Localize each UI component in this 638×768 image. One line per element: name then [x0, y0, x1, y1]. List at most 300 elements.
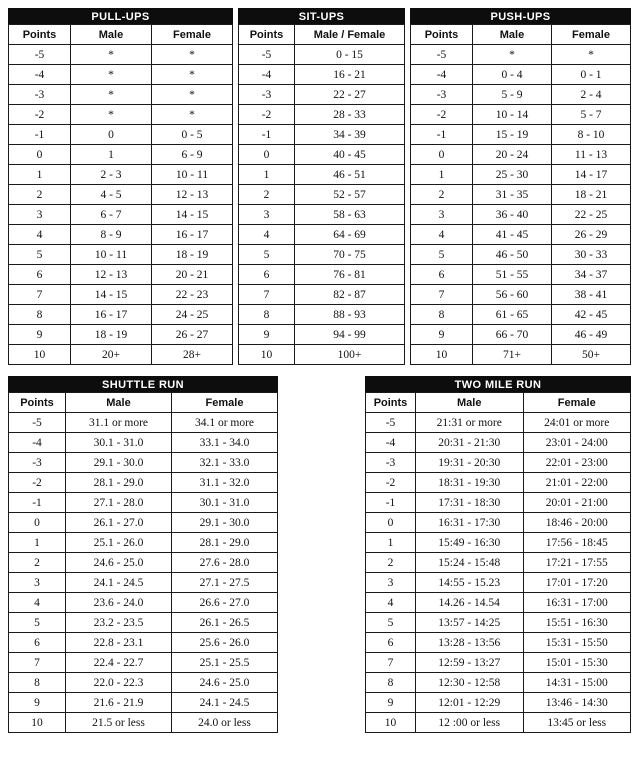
- table-row: [9, 513, 278, 533]
- table-cell: 21:31 or more: [416, 413, 524, 433]
- data-grid: [365, 392, 631, 733]
- table-cell: 9: [9, 325, 71, 345]
- table-row: [9, 673, 278, 693]
- table-cell: *: [473, 45, 552, 65]
- table-cell: 23:01 - 24:00: [523, 433, 631, 453]
- table-cell: 17:01 - 17:20: [523, 573, 631, 593]
- table-cell: 20:01 - 21:00: [523, 493, 631, 513]
- table-row: [239, 305, 405, 325]
- table-cell: 24.0 or less: [172, 713, 278, 733]
- header-row: [366, 393, 631, 413]
- table-cell: 8: [366, 673, 416, 693]
- table-row: [366, 553, 631, 573]
- table-cell: 5 - 7: [552, 105, 631, 125]
- table-cell: -2: [239, 105, 295, 125]
- table-row: [9, 433, 278, 453]
- table-title: PULL-UPS: [8, 8, 233, 24]
- table-cell: 4: [239, 225, 295, 245]
- table-cell: 4 - 5: [71, 185, 152, 205]
- table-row: [366, 633, 631, 653]
- table-cell: 13:28 - 13:56: [416, 633, 524, 653]
- table-cell: 20+: [71, 345, 152, 365]
- table-cell: 58 - 63: [295, 205, 405, 225]
- table-cell: 46 - 50: [473, 245, 552, 265]
- table-row: [411, 185, 631, 205]
- table-row: [366, 413, 631, 433]
- column-header: Points: [366, 393, 416, 413]
- table-cell: 14.26 - 14.54: [416, 593, 524, 613]
- table-cell: 8 - 10: [552, 125, 631, 145]
- table-cell: 100+: [295, 345, 405, 365]
- table-cell: 0 - 1: [552, 65, 631, 85]
- table-cell: -4: [9, 65, 71, 85]
- table-row: [9, 633, 278, 653]
- table-row: [9, 473, 278, 493]
- table-cell: 11 - 13: [552, 145, 631, 165]
- table-row: [411, 245, 631, 265]
- table-cell: 51 - 55: [473, 265, 552, 285]
- table-cell: 5: [239, 245, 295, 265]
- table-cell: 4: [411, 225, 473, 245]
- table-row: [411, 65, 631, 85]
- table-cell: 41 - 45: [473, 225, 552, 245]
- table-row: [9, 245, 233, 265]
- table-cell: 0: [411, 145, 473, 165]
- table-row: [9, 453, 278, 473]
- table-row: [239, 225, 405, 245]
- table-cell: 2: [239, 185, 295, 205]
- table-cell: 0: [9, 145, 71, 165]
- table-cell: 3: [9, 205, 71, 225]
- table-row: [366, 513, 631, 533]
- table-cell: 0: [366, 513, 416, 533]
- table-cell: 5 - 9: [473, 85, 552, 105]
- table-row: [9, 345, 233, 365]
- table-cell: 12 :00 or less: [416, 713, 524, 733]
- table-row: [9, 533, 278, 553]
- table-cell: 66 - 70: [473, 325, 552, 345]
- table-cell: 14 - 15: [71, 285, 152, 305]
- table-cell: 24 - 25: [152, 305, 233, 325]
- table-cell: -1: [9, 125, 71, 145]
- table-cell: 16:31 - 17:00: [523, 593, 631, 613]
- table-cell: *: [152, 45, 233, 65]
- column-header: Male: [71, 25, 152, 45]
- table-cell: 1: [9, 533, 66, 553]
- table-title: SHUTTLE RUN: [8, 376, 278, 392]
- table-row: [9, 653, 278, 673]
- table-cell: 46 - 51: [295, 165, 405, 185]
- table-row: [366, 493, 631, 513]
- table-cell: 31 - 35: [473, 185, 552, 205]
- table-cell: 28.1 - 29.0: [66, 473, 172, 493]
- table-row: [411, 285, 631, 305]
- table-cell: 34 - 37: [552, 265, 631, 285]
- table-cell: -3: [239, 85, 295, 105]
- table-cell: 21.6 - 21.9: [66, 693, 172, 713]
- bottom-tables-row: [8, 376, 631, 733]
- table-cell: 88 - 93: [295, 305, 405, 325]
- table-cell: -5: [239, 45, 295, 65]
- table-title: TWO MILE RUN: [365, 376, 631, 392]
- table-cell: 1: [411, 165, 473, 185]
- table-cell: 64 - 69: [295, 225, 405, 245]
- table-row: [411, 125, 631, 145]
- table-cell: 6 - 9: [152, 145, 233, 165]
- table-cell: *: [71, 85, 152, 105]
- table-cell: 4: [9, 225, 71, 245]
- table-row: [411, 85, 631, 105]
- table-cell: 24.1 - 24.5: [172, 693, 278, 713]
- table-row: [239, 265, 405, 285]
- header-row: [239, 25, 405, 45]
- table-row: [411, 45, 631, 65]
- table-cell: 0: [71, 125, 152, 145]
- table-cell: *: [152, 105, 233, 125]
- table-row: [366, 453, 631, 473]
- table-cell: 2: [9, 185, 71, 205]
- table-cell: 2 - 3: [71, 165, 152, 185]
- table-row: [9, 305, 233, 325]
- table-cell: 19:31 - 20:30: [416, 453, 524, 473]
- table-cell: 2 - 4: [552, 85, 631, 105]
- table-cell: 31.1 - 32.0: [172, 473, 278, 493]
- table-row: [239, 65, 405, 85]
- table-row: [9, 125, 233, 145]
- table-cell: 12:01 - 12:29: [416, 693, 524, 713]
- table-cell: 14:55 - 15.23: [416, 573, 524, 593]
- table-title: SIT-UPS: [238, 8, 405, 24]
- column-header: Male / Female: [295, 25, 405, 45]
- table-cell: 7: [411, 285, 473, 305]
- table-cell: 12:59 - 13:27: [416, 653, 524, 673]
- table-cell: -5: [9, 45, 71, 65]
- table-cell: 30.1 - 31.0: [66, 433, 172, 453]
- table-row: [366, 693, 631, 713]
- table-row: [9, 105, 233, 125]
- table-cell: 2: [9, 553, 66, 573]
- table-cell: 22.4 - 22.7: [66, 653, 172, 673]
- table-cell: 22 - 23: [152, 285, 233, 305]
- table-cell: 20 - 21: [152, 265, 233, 285]
- table-cell: *: [552, 45, 631, 65]
- table-cell: 24.6 - 25.0: [66, 553, 172, 573]
- table-row: [239, 85, 405, 105]
- table-cell: -4: [9, 433, 66, 453]
- table-cell: 76 - 81: [295, 265, 405, 285]
- table-cell: 22:01 - 23:00: [523, 453, 631, 473]
- table-cell: -2: [9, 105, 71, 125]
- column-header: Female: [152, 25, 233, 45]
- table-cell: *: [152, 65, 233, 85]
- table-row: [366, 673, 631, 693]
- table-cell: 29.1 - 30.0: [66, 453, 172, 473]
- table-row: [9, 713, 278, 733]
- table-cell: 42 - 45: [552, 305, 631, 325]
- column-header: Female: [172, 393, 278, 413]
- table-cell: 25 - 30: [473, 165, 552, 185]
- column-header: Female: [552, 25, 631, 45]
- table-cell: 26.1 - 26.5: [172, 613, 278, 633]
- table-cell: 13:45 or less: [523, 713, 631, 733]
- table-cell: 6: [366, 633, 416, 653]
- table-row: [9, 65, 233, 85]
- table-cell: 56 - 60: [473, 285, 552, 305]
- table-cell: 5: [411, 245, 473, 265]
- shuttle-run-table: [8, 376, 278, 733]
- column-header: Female: [523, 393, 631, 413]
- table-cell: 26.1 - 27.0: [66, 513, 172, 533]
- table-row: [366, 573, 631, 593]
- table-cell: 70 - 75: [295, 245, 405, 265]
- table-row: [9, 553, 278, 573]
- table-row: [411, 345, 631, 365]
- table-row: [9, 185, 233, 205]
- table-cell: 6: [239, 265, 295, 285]
- push-ups-table: [410, 8, 631, 365]
- table-cell: -5: [9, 413, 66, 433]
- table-cell: 23.2 - 23.5: [66, 613, 172, 633]
- table-row: [239, 325, 405, 345]
- table-cell: 6: [411, 265, 473, 285]
- table-row: [366, 593, 631, 613]
- table-cell: 28.1 - 29.0: [172, 533, 278, 553]
- table-cell: 10 - 11: [152, 165, 233, 185]
- table-cell: 10: [366, 713, 416, 733]
- table-cell: -2: [366, 473, 416, 493]
- table-cell: 18:46 - 20:00: [523, 513, 631, 533]
- table-cell: 25.1 - 25.5: [172, 653, 278, 673]
- table-cell: 16:31 - 17:30: [416, 513, 524, 533]
- data-grid: [410, 24, 631, 365]
- table-cell: 0: [239, 145, 295, 165]
- table-row: [239, 345, 405, 365]
- table-row: [9, 593, 278, 613]
- table-cell: 26 - 29: [552, 225, 631, 245]
- table-cell: 22 - 27: [295, 85, 405, 105]
- table-cell: 9: [411, 325, 473, 345]
- top-tables-row: [8, 8, 631, 365]
- table-cell: -5: [366, 413, 416, 433]
- table-row: [366, 653, 631, 673]
- table-cell: 18:31 - 19:30: [416, 473, 524, 493]
- table-row: [9, 573, 278, 593]
- table-cell: 30.1 - 31.0: [172, 493, 278, 513]
- table-row: [9, 493, 278, 513]
- table-cell: -1: [411, 125, 473, 145]
- table-row: [9, 285, 233, 305]
- table-cell: 14 - 17: [552, 165, 631, 185]
- table-cell: *: [71, 105, 152, 125]
- table-cell: 3: [239, 205, 295, 225]
- table-cell: 46 - 49: [552, 325, 631, 345]
- table-cell: 20 - 24: [473, 145, 552, 165]
- table-cell: 6: [9, 265, 71, 285]
- table-row: [239, 125, 405, 145]
- table-cell: 8 - 9: [71, 225, 152, 245]
- table-cell: 36 - 40: [473, 205, 552, 225]
- table-cell: 24:01 or more: [523, 413, 631, 433]
- table-cell: 0: [9, 513, 66, 533]
- table-row: [411, 145, 631, 165]
- table-cell: 82 - 87: [295, 285, 405, 305]
- table-cell: 5: [366, 613, 416, 633]
- table-row: [9, 85, 233, 105]
- table-cell: -2: [411, 105, 473, 125]
- data-grid: [8, 24, 233, 365]
- table-cell: 24.1 - 24.5: [66, 573, 172, 593]
- table-cell: 7: [366, 653, 416, 673]
- table-cell: 17:31 - 18:30: [416, 493, 524, 513]
- table-cell: 40 - 45: [295, 145, 405, 165]
- table-cell: 10: [9, 713, 66, 733]
- table-cell: 14 - 15: [152, 205, 233, 225]
- table-row: [9, 413, 278, 433]
- table-row: [9, 165, 233, 185]
- table-row: [411, 105, 631, 125]
- table-cell: 15:49 - 16:30: [416, 533, 524, 553]
- table-cell: 52 - 57: [295, 185, 405, 205]
- table-cell: 8: [239, 305, 295, 325]
- table-cell: 2: [411, 185, 473, 205]
- table-row: [411, 305, 631, 325]
- table-cell: 0 - 5: [152, 125, 233, 145]
- table-cell: 4: [366, 593, 416, 613]
- table-cell: 12 - 13: [152, 185, 233, 205]
- table-row: [366, 613, 631, 633]
- table-cell: -3: [9, 453, 66, 473]
- table-cell: 18 - 19: [71, 325, 152, 345]
- table-cell: 13:57 - 14:25: [416, 613, 524, 633]
- table-cell: 16 - 21: [295, 65, 405, 85]
- table-cell: 9: [366, 693, 416, 713]
- table-cell: -3: [9, 85, 71, 105]
- table-cell: 7: [9, 653, 66, 673]
- table-cell: 17:21 - 17:55: [523, 553, 631, 573]
- table-cell: 10 - 11: [71, 245, 152, 265]
- table-cell: 5: [9, 613, 66, 633]
- table-cell: 94 - 99: [295, 325, 405, 345]
- table-cell: 16 - 17: [152, 225, 233, 245]
- table-row: [9, 265, 233, 285]
- table-cell: 10: [9, 345, 71, 365]
- table-cell: 18 - 19: [152, 245, 233, 265]
- table-cell: -3: [411, 85, 473, 105]
- table-cell: 1: [366, 533, 416, 553]
- table-cell: 26 - 27: [152, 325, 233, 345]
- table-cell: -4: [411, 65, 473, 85]
- table-cell: 8: [411, 305, 473, 325]
- table-cell: 22.8 - 23.1: [66, 633, 172, 653]
- table-cell: 21.5 or less: [66, 713, 172, 733]
- table-cell: *: [71, 45, 152, 65]
- table-cell: 15 - 19: [473, 125, 552, 145]
- table-cell: 23.6 - 24.0: [66, 593, 172, 613]
- table-row: [239, 145, 405, 165]
- table-row: [239, 245, 405, 265]
- table-cell: 6: [9, 633, 66, 653]
- table-cell: *: [152, 85, 233, 105]
- table-cell: 24.6 - 25.0: [172, 673, 278, 693]
- table-cell: 25.6 - 26.0: [172, 633, 278, 653]
- table-title: PUSH-UPS: [410, 8, 631, 24]
- table-row: [239, 285, 405, 305]
- column-header: Male: [416, 393, 524, 413]
- table-cell: 9: [239, 325, 295, 345]
- table-row: [239, 185, 405, 205]
- data-grid: [8, 392, 278, 733]
- table-cell: 1: [239, 165, 295, 185]
- header-row: [411, 25, 631, 45]
- table-row: [9, 145, 233, 165]
- table-row: [366, 433, 631, 453]
- table-row: [411, 165, 631, 185]
- table-row: [239, 205, 405, 225]
- table-cell: 20:31 - 21:30: [416, 433, 524, 453]
- table-cell: 14:31 - 15:00: [523, 673, 631, 693]
- table-cell: 33.1 - 34.0: [172, 433, 278, 453]
- table-cell: 13:46 - 14:30: [523, 693, 631, 713]
- table-cell: *: [71, 65, 152, 85]
- table-row: [239, 165, 405, 185]
- table-cell: 6 - 7: [71, 205, 152, 225]
- table-cell: 3: [366, 573, 416, 593]
- table-cell: 3: [411, 205, 473, 225]
- table-cell: 30 - 33: [552, 245, 631, 265]
- table-cell: 2: [366, 553, 416, 573]
- table-cell: -5: [411, 45, 473, 65]
- table-cell: 9: [9, 693, 66, 713]
- column-header: Points: [9, 393, 66, 413]
- table-cell: 15:24 - 15:48: [416, 553, 524, 573]
- table-cell: 27.1 - 27.5: [172, 573, 278, 593]
- table-row: [9, 205, 233, 225]
- table-cell: 26.6 - 27.0: [172, 593, 278, 613]
- table-cell: 10: [411, 345, 473, 365]
- table-cell: -3: [366, 453, 416, 473]
- table-cell: 22 - 25: [552, 205, 631, 225]
- table-row: [366, 713, 631, 733]
- pull-ups-table: [8, 8, 233, 365]
- table-cell: 50+: [552, 345, 631, 365]
- table-cell: 10 - 14: [473, 105, 552, 125]
- table-cell: 16 - 17: [71, 305, 152, 325]
- table-cell: 0 - 4: [473, 65, 552, 85]
- table-cell: 17:56 - 18:45: [523, 533, 631, 553]
- column-header: Points: [411, 25, 473, 45]
- table-row: [239, 105, 405, 125]
- two-mile-run-table: [365, 376, 631, 733]
- table-row: [9, 45, 233, 65]
- table-cell: 38 - 41: [552, 285, 631, 305]
- column-header: Male: [473, 25, 552, 45]
- table-cell: 5: [9, 245, 71, 265]
- table-cell: 15:01 - 15:30: [523, 653, 631, 673]
- table-cell: 29.1 - 30.0: [172, 513, 278, 533]
- table-cell: 34 - 39: [295, 125, 405, 145]
- table-cell: -2: [9, 473, 66, 493]
- table-cell: 0 - 15: [295, 45, 405, 65]
- header-row: [9, 393, 278, 413]
- table-cell: 7: [9, 285, 71, 305]
- table-row: [239, 45, 405, 65]
- data-grid: [238, 24, 405, 365]
- table-cell: 10: [239, 345, 295, 365]
- column-header: Male: [66, 393, 172, 413]
- sit-ups-table: [238, 8, 405, 365]
- table-cell: 3: [9, 573, 66, 593]
- table-row: [366, 533, 631, 553]
